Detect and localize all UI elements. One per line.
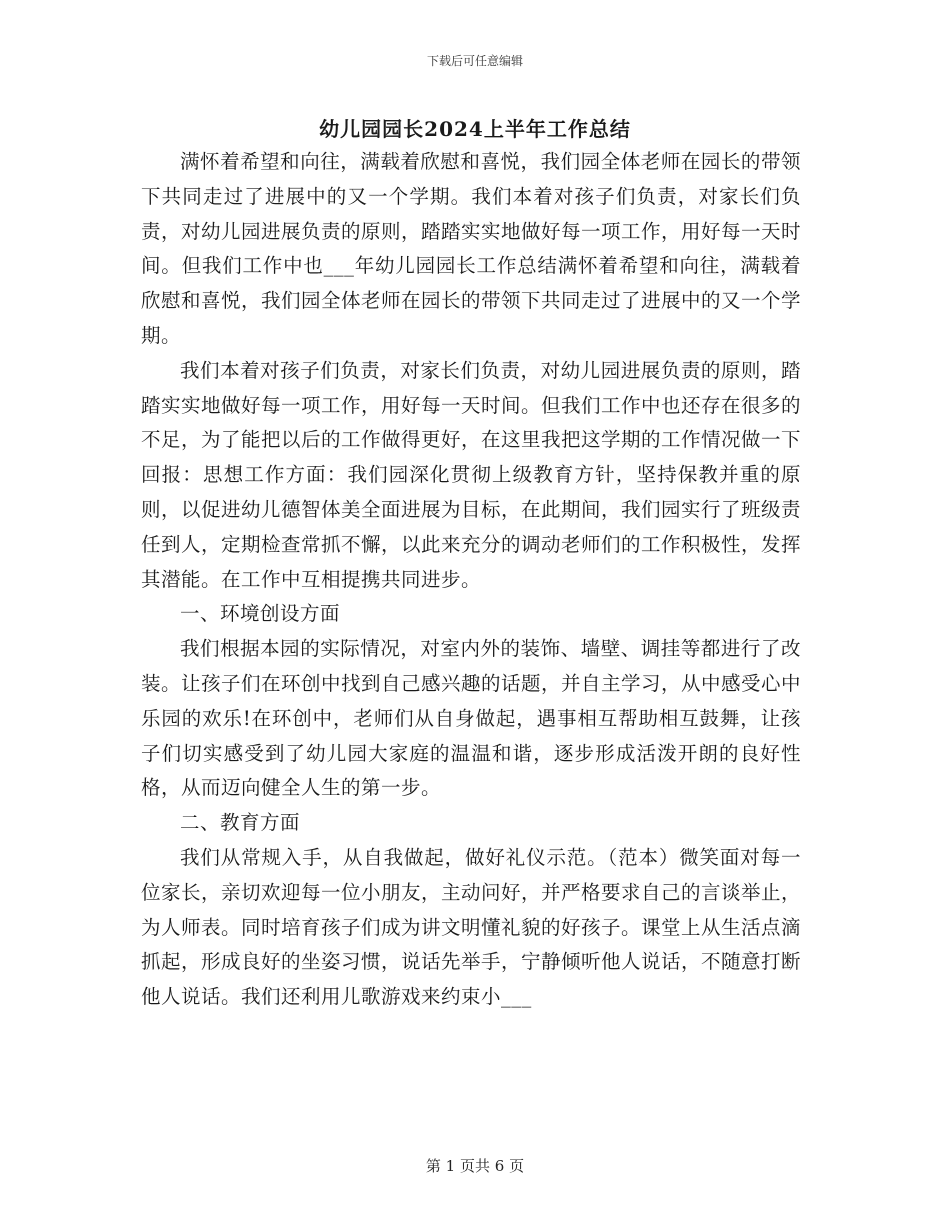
section-heading: 一、环境创设方面 bbox=[180, 602, 341, 626]
page-header-note: 下载后可任意编辑 bbox=[426, 54, 523, 68]
document-title: 幼儿园园长2024上半年工作总结 bbox=[319, 117, 631, 141]
paragraph: 我们根据本园的实际情况，对室内外的装饰、墙壁、调挂等都进行了改装。让孩子们在环创中找到自己感兴趣的话题，并自主学习，从中感受心中乐园的欢乐!在环创中，老师们从自身做起，遇事相互帮助相互鼓舞，让孩子们切实感受到了幼儿园大家庭的温温和谐，逐步形成活泼开朗的良好性格，从而迈向健全人生的第一步。 bbox=[141, 637, 802, 800]
paragraph: 我们从常规入手，从自我做起，做好礼仪示范。（范本）微笑面对每一位家长，亲切欢迎每一位小朋友，主动问好，并严格要求自己的言谈举止，为人师表。同时培育孩子们成为讲文明懂礼貌的好孩子。课堂上从生活点滴抓起，形成良好的坐姿习惯，说话先举手，宁静倾听他人说话，不随意打断他人说话。我们还利用儿歌游戏来约束小___ bbox=[141, 845, 802, 1009]
page-number: 第 1 页共 6 页 bbox=[425, 1157, 525, 1175]
paragraph: 我们本着对孩子们负责，对家长们负责，对幼儿园进展负责的原则，踏踏实实地做好每一项工作，用好每一天时间。但我们工作中也还存在很多的不足，为了能把以后的工作做得更好，在这里我把这学期的工作情况做一下回报：思想工作方面：我们园深化贯彻上级教育方针，坚持保教并重的原则，以促进幼儿德智体美全面进展为目标，在此期间，我们园实行了班级责任到人，定期检查常抓不懈，以此来充分的调动老师们的工作积极性，发挥其潜能。在工作中互相提携共同进步。 bbox=[141, 358, 802, 591]
section-heading: 二、教育方面 bbox=[180, 811, 301, 835]
paragraph: 满怀着希望和向往，满载着欣慰和喜悦，我们园全体老师在园长的带领下共同走过了进展中的又一个学期。我们本着对孩子们负责，对家长们负责，对幼儿园进展负责的原则，踏踏实实地做好每一项工作，用好每一天时间。但我们工作中也___年幼儿园园长工作总结满怀着希望和向往，满载着欣慰和喜悦，我们园全体老师在园长的带领下共同走过了进展中的又一个学期。 bbox=[141, 150, 802, 347]
document-body bbox=[141, 145, 801, 1015]
